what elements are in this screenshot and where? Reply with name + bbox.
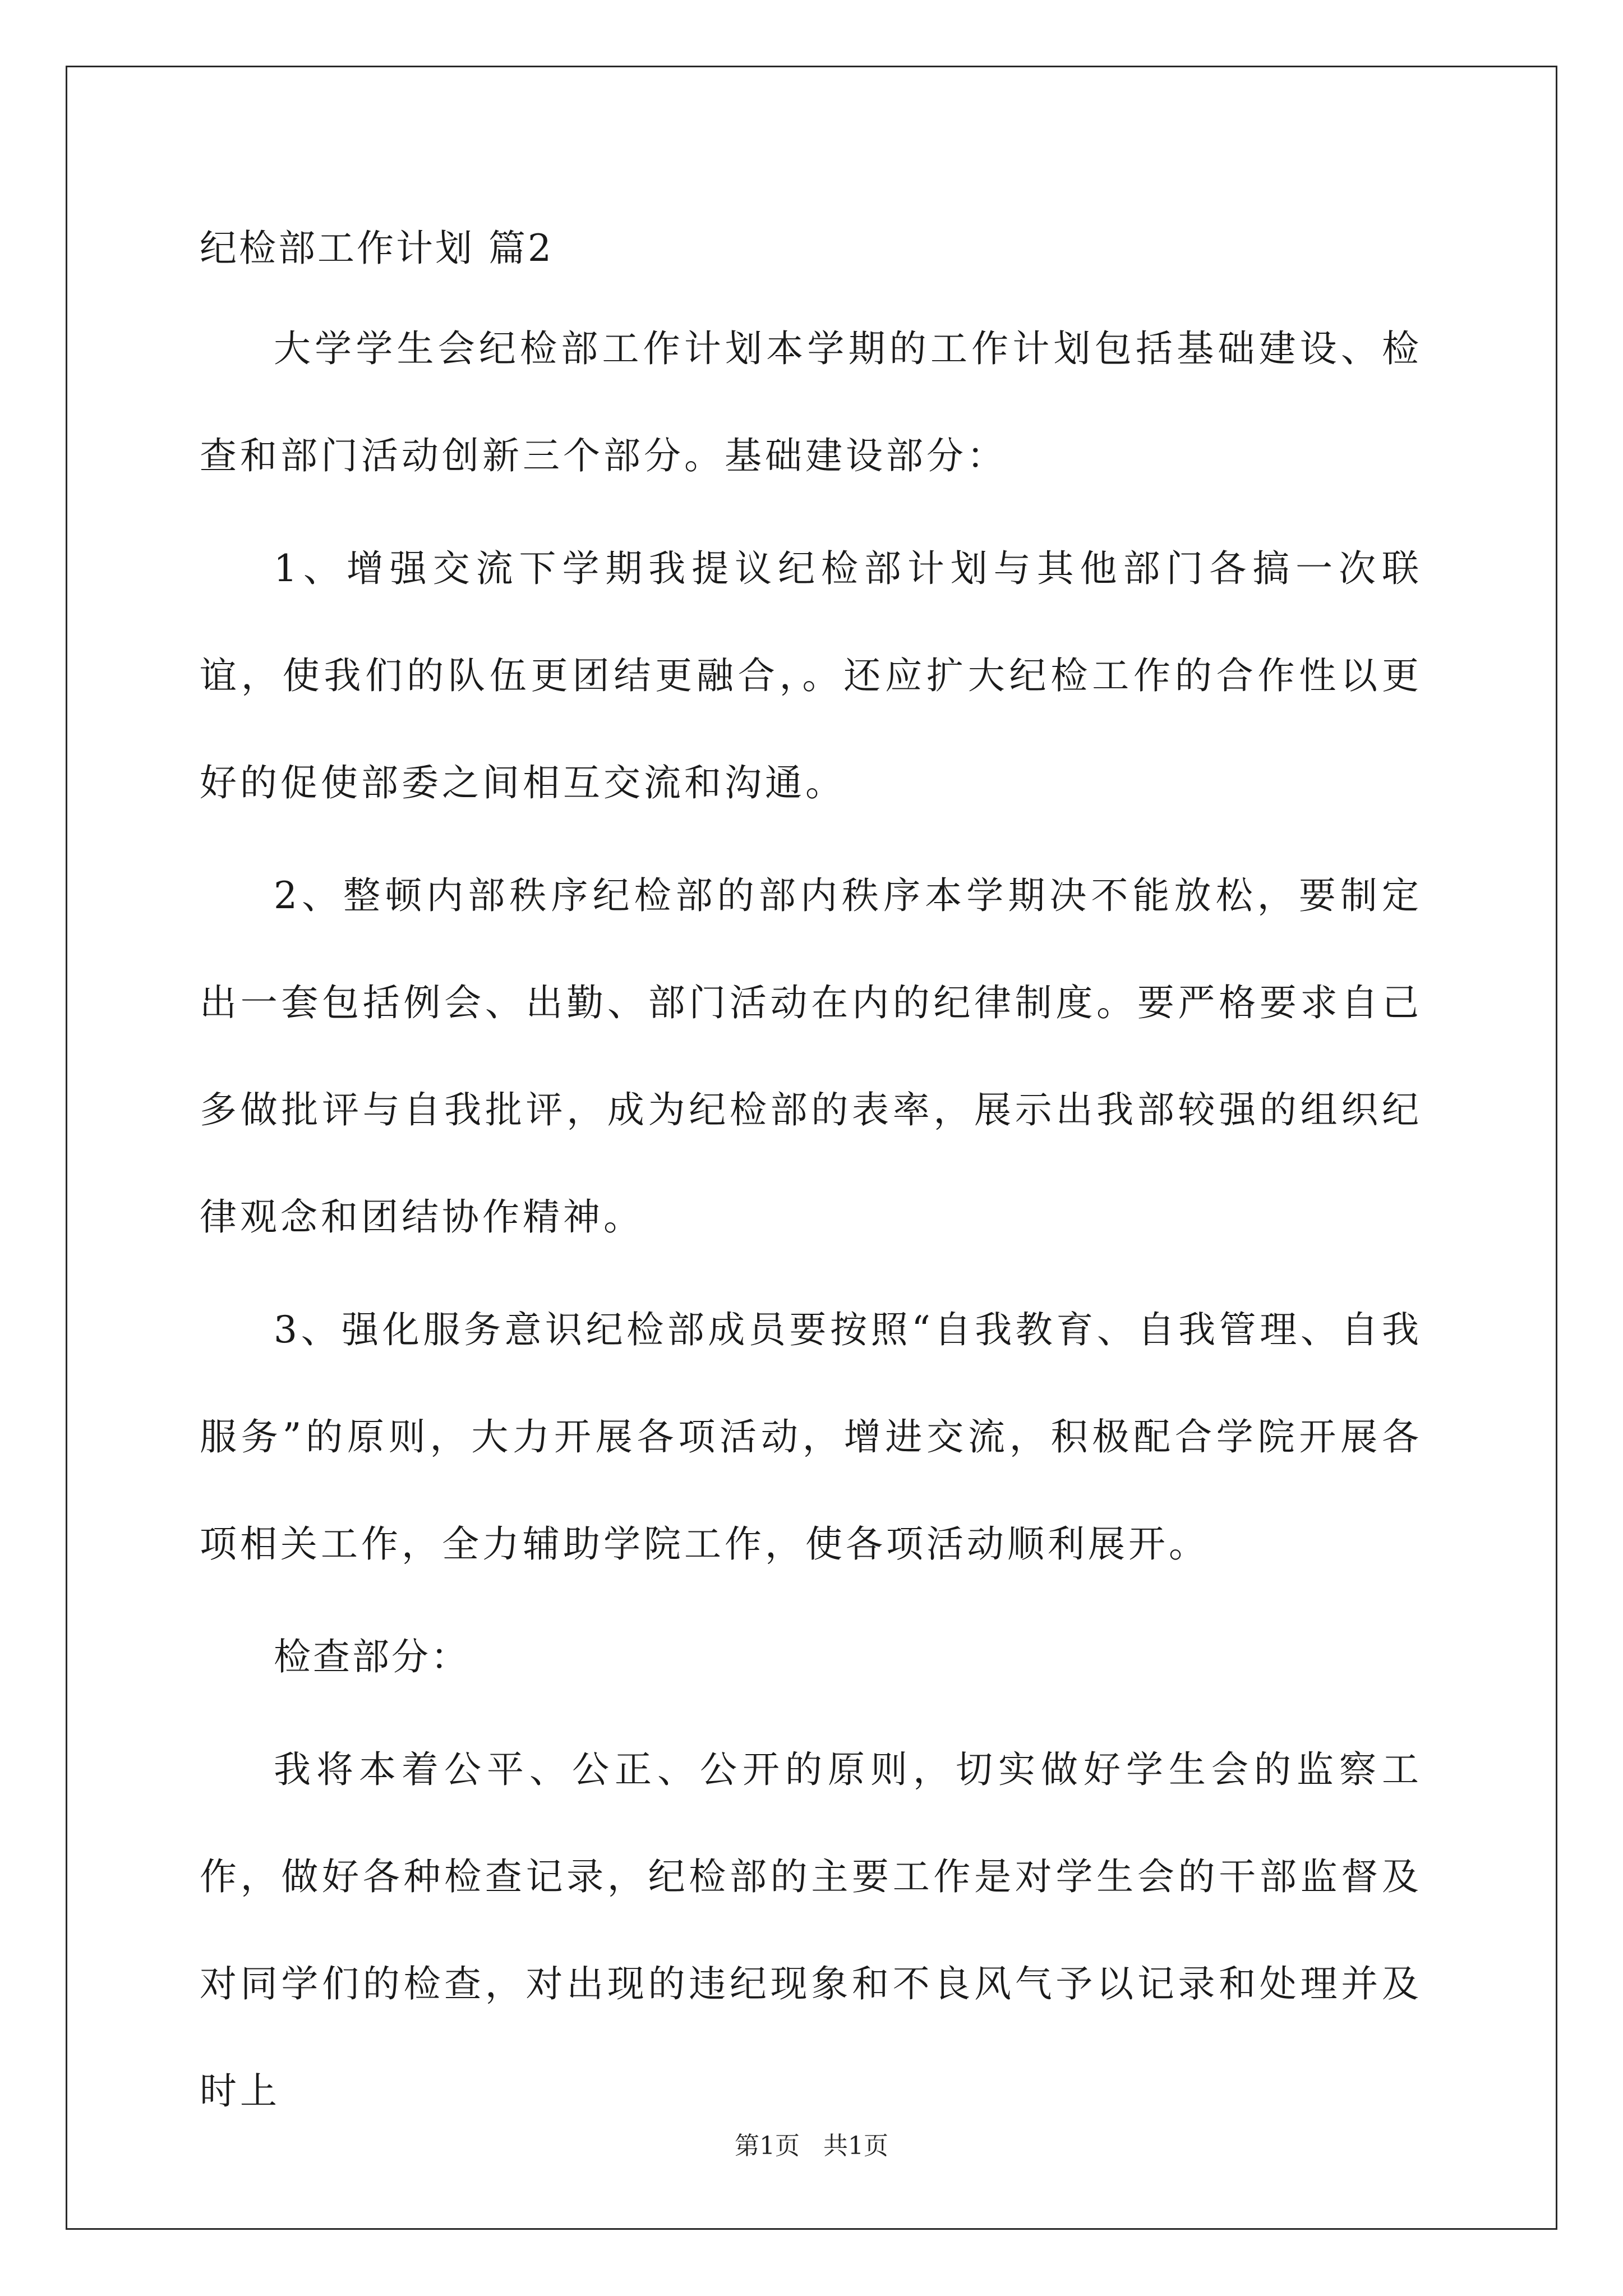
paragraph-inspection: 我将本着公平、公正、公开的原则，切实做好学生会的监察工作，做好各种检查记录，纪检部的主要工作是对学生会的干部监督及对同学们的检查，对出现的违纪现象和不良风气予以记录和处理并及时上 bbox=[200, 1748, 1422, 2113]
paragraph-item-3: 3、强化服务意识纪检部成员要按照“自我教育、自我管理、自我服务”的原则，大力开展各项活动，增进交流，积极配合学院开展各项相关工作，全力辅助学院工作，使各项活动顺利展开。 bbox=[200, 1308, 1422, 1566]
page-footer: 第1页 共1页 bbox=[735, 2132, 888, 2160]
paragraph-intro: 大学学生会纪检部工作计划本学期的工作计划包括基础建设、检查和部门活动创新三个部分。基础建设部分： bbox=[200, 327, 1422, 477]
document-title: 纪检部工作计划 篇2 bbox=[200, 227, 554, 270]
paragraph-item-1: 1、增强交流下学期我提议纪检部计划与其他部门各搞一次联谊，使我们的队伍更团结更融合，。还应扩大纪检工作的合作性以更好的促使部委之间相互交流和沟通。 bbox=[200, 547, 1422, 804]
paragraph-item-2: 2、整顿内部秩序纪检部的部内秩序本学期决不能放松，要制定出一套包括例会、出勤、部门活动在内的纪律制度。要严格要求自己多做批评与自我批评，成为纪检部的表率，展示出我部较强的组织纪律观念和团结协作精神。 bbox=[200, 874, 1422, 1239]
paragraph-section-heading: 检查部分： bbox=[274, 1635, 470, 1678]
document-body bbox=[200, 202, 1422, 2150]
